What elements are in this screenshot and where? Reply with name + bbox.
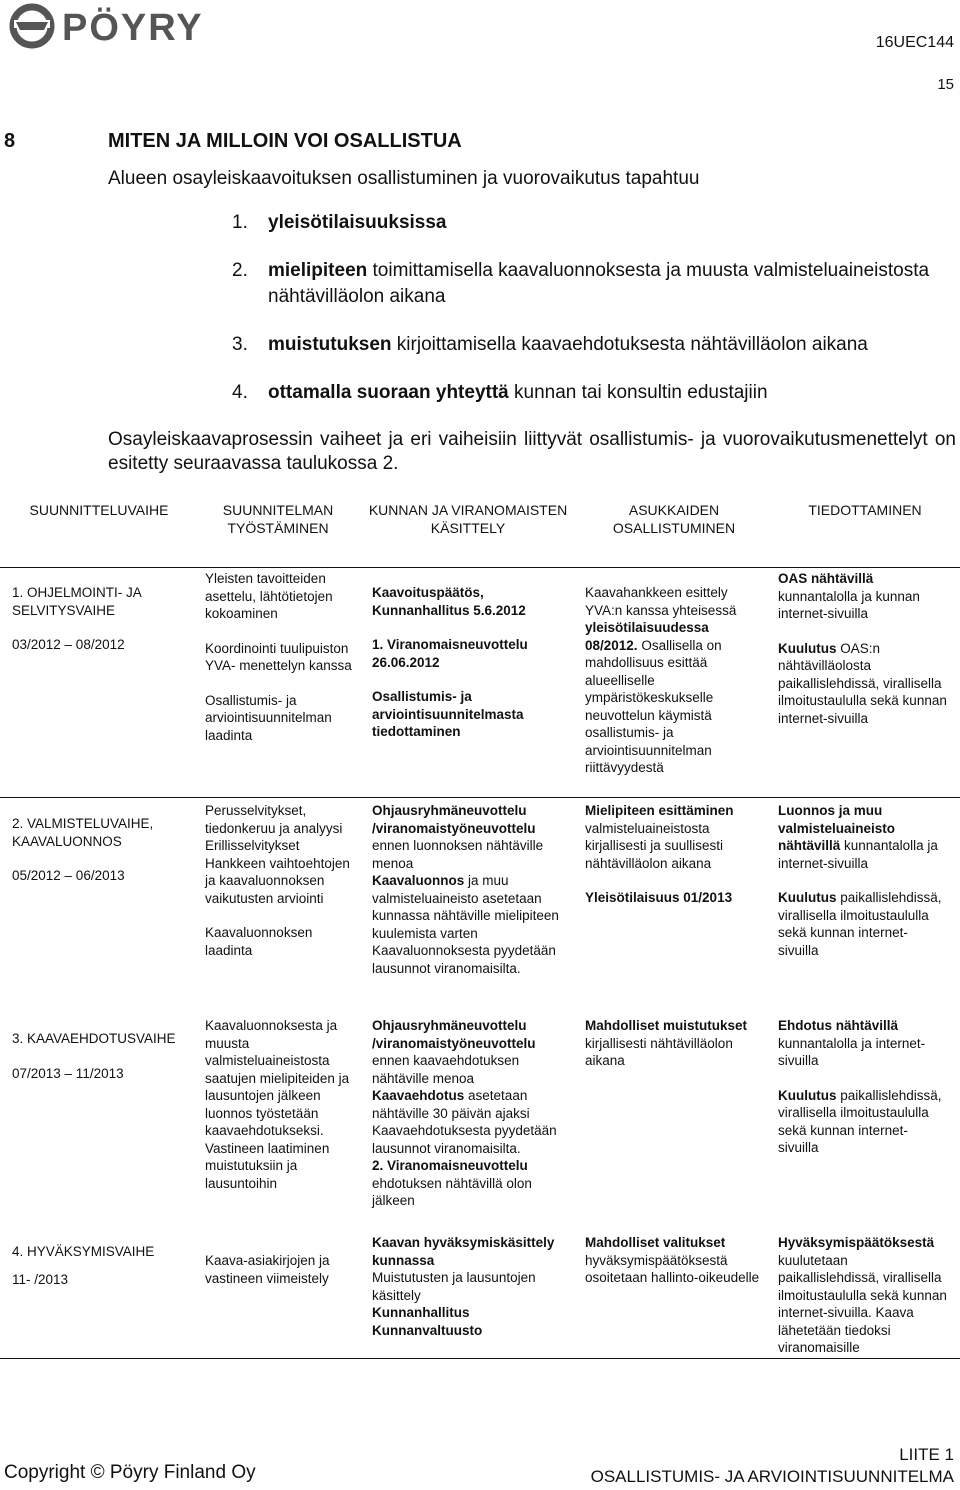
info-bold: Kuulutus — [778, 1087, 837, 1103]
row4-phase-cell — [12, 1243, 192, 1288]
phase-dates: 11- /2013 — [12, 1271, 69, 1287]
list-item — [226, 258, 956, 310]
row4-information-cell — [778, 1234, 948, 1357]
header-information: TIEDOTTAMINEN — [808, 502, 922, 518]
participation-list — [226, 210, 956, 428]
resident-text: kirjallisesti nähtävilläolon aikana — [585, 1035, 733, 1068]
header-phase: SUUNNITTELUVAIHE — [29, 502, 169, 518]
authority-bold: Ohjausryhmäneuvottelu /viranomaistyöneuvottelu — [372, 1018, 536, 1051]
header-residents: ASUKKAIDEN OSALLISTUMINEN — [612, 502, 736, 536]
resident-text: Kaavahankkeen esittely YVA:n kanssa yhteisessä — [585, 585, 737, 618]
row1-work-cell — [205, 570, 355, 744]
logo-mark-icon — [13, 7, 51, 45]
row3-information-cell — [778, 1017, 948, 1157]
info-text: kunnantalolla ja internet-sivuilla — [778, 838, 938, 871]
resident-text: Osallisella on mahdollisuus esittää alueelliselle ympäristökeskukselle neuvottelun käymistä osallistumis- ja arviointisuunnitelman riittävyydestä — [585, 637, 722, 775]
footer-appendix — [591, 1444, 954, 1488]
info-bold: Luonnos ja muu valmisteluaineisto nähtävillä — [778, 803, 896, 853]
list-number: 2. — [232, 260, 248, 281]
info-bold: Ehdotus nähtävillä — [778, 1018, 899, 1033]
work-text: Perusselvitykset, tiedonkeruu ja analyysi Erillisselvitykset Hankkeen vaihtoehtojen ja kaavaluonnoksen vaikutusten arviointi — [205, 803, 350, 906]
authority-text: ennen kaavaehdotuksen nähtäville menoa — [372, 1053, 520, 1086]
list-item-bold: mielipiteen — [268, 260, 368, 281]
table-bottom-line — [0, 1358, 960, 1359]
phase-title: 3. KAAVAEHDOTUSVAIHE — [12, 1031, 176, 1046]
resident-text: hyväksymispäätöksestä osoitetaan hallinto-oikeudelle — [585, 1252, 760, 1285]
row3-phase-cell — [12, 1030, 192, 1082]
row4-authorities-cell — [372, 1234, 568, 1339]
document-id: 16UEC144 — [875, 34, 954, 51]
info-bold: Hyväksymispäätöksestä — [778, 1235, 935, 1250]
list-item-bold: muistutuksen — [268, 334, 392, 355]
authority-bold: Kaavan hyväksymiskäsittely kunnassa — [372, 1235, 555, 1268]
work-text: Kaavaluonnoksesta ja muusta valmisteluaineistosta saatujen mielipiteiden ja lausuntojen jälkeen luonnos työstetään kaavaehdotukseksi. Vastineen laatiminen muistutuksiin ja lausuntoihin — [205, 1018, 350, 1191]
section-number: 8 — [4, 130, 16, 152]
page-number: 15 — [937, 76, 954, 93]
row1-authorities-cell — [372, 584, 568, 741]
header-work: SUUNNITELMAN TYÖSTÄMINEN — [222, 502, 334, 536]
info-text: paikallislehdissä, virallisella ilmoitustaululla sekä kunnan internet-sivuilla — [778, 1087, 942, 1155]
phase-dates: 07/2013 – 11/2013 — [12, 1065, 124, 1081]
list-item-bold: yleisötilaisuuksissa — [268, 212, 447, 233]
phase-title: 1. OHJELMOINTI- JA SELVITYSVAIHE — [12, 585, 142, 618]
row2-work-cell — [205, 802, 355, 959]
list-number: 3. — [232, 334, 248, 355]
resident-text: valmisteluaineistosta kirjallisesti ja suullisesti nähtävilläolon aikana — [585, 820, 724, 871]
list-item-text: kirjoittamisella kaavaehdotuksesta nähtävilläolon aikana — [391, 334, 868, 355]
authority-bold: Kaavaluonnos — [372, 873, 465, 888]
work-text: Osallistumis- ja arviointisuunnitelman laadinta — [205, 692, 332, 743]
footer-copyright: Copyright © Pöyry Finland Oy — [4, 1462, 256, 1483]
authority-text: ennen luonnoksen nähtäville menoa — [372, 838, 544, 871]
info-text: kuulutetaan paikallislehdissä, virallisella ilmoitustaululla sekä kunnan internet-sivuilla. Kaava lähetetään tiedoksi viranomaisille — [778, 1252, 947, 1355]
table-intro-paragraph: Osayleiskaavaprosessin vaiheet ja eri vaiheisiin liittyvät osallistumis- ja vuorovaikutusmenettelyt on esitetty seuraavassa taulukossa 2. — [108, 429, 956, 474]
list-item — [226, 210, 956, 236]
authority-bold: 2. Viranomaisneuvottelu — [372, 1158, 528, 1173]
row2-information-cell — [778, 802, 948, 959]
resident-bold: Mielipiteen esittäminen — [585, 803, 734, 818]
row4-residents-cell — [585, 1234, 763, 1287]
work-text: Yleisten tavoitteiden asettelu, lähtötietojen kokoaminen — [205, 571, 333, 621]
row3-authorities-cell — [372, 1017, 568, 1210]
info-bold: Kuulutus — [778, 890, 837, 905]
authority-text: ja muu valmisteluaineisto asetetaan kunnassa nähtäville mielipiteen kuulemista varten — [372, 873, 559, 941]
row3-residents-cell — [585, 1017, 763, 1070]
info-text: paikallislehdissä, virallisella ilmoitustaululla sekä kunnan internet-sivuilla — [778, 890, 942, 958]
list-item — [226, 332, 956, 358]
phase-title: 4. HYVÄKSYMISVAIHE — [12, 1244, 155, 1259]
list-item-bold: ottamalla suoraan yhteyttä — [268, 382, 509, 403]
authority-text: asetetaan nähtäville 30 päivän ajaksi — [372, 1088, 530, 1121]
work-text: Kaava-asiakirjojen ja vastineen viimeistely — [205, 1253, 330, 1286]
row2-residents-cell — [585, 802, 763, 907]
authority-text: Osallistumis- ja arviointisuunnitelmasta tiedottaminen — [372, 689, 524, 739]
row1-residents-cell — [585, 584, 763, 777]
table-divider — [0, 567, 960, 568]
info-text: OAS:n nähtävilläolosta paikallislehdissä, virallisella ilmoitustaululla sekä kunnan internet-sivuilla — [778, 640, 947, 726]
poyry-logo — [4, 2, 264, 52]
list-item-text: kunnan tai konsultin edustajiin — [508, 382, 768, 403]
resident-bold: Mahdolliset valitukset — [585, 1235, 726, 1250]
authority-text: Kaavaluonnoksesta pyydetään lausunnot viranomaisilta. — [372, 943, 556, 976]
list-item — [226, 380, 956, 406]
row3-work-cell — [205, 1017, 355, 1192]
authority-text: Muistutusten ja lausuntojen käsittely — [372, 1270, 536, 1303]
logo-wordmark: PÖYRY — [62, 7, 204, 49]
info-bold: Kuulutus — [778, 640, 837, 656]
authority-text: Kaavaehdotuksesta pyydetään lausunnot viranomaisilta. — [372, 1123, 557, 1156]
resident-text-bold: yleisötilaisuudessa 08/2012. — [585, 620, 709, 653]
info-text: kunnantalolla ja internet-sivuilla — [778, 1035, 926, 1068]
header-authorities: KUNNAN JA VIRANOMAISTEN KÄSITTELY — [368, 502, 568, 536]
appendix-title: OSALLISTUMIS- JA ARVIOINTISUUNNITELMA — [590, 1467, 954, 1486]
info-bold: OAS nähtävillä — [778, 571, 874, 586]
row1-phase-cell — [12, 584, 192, 654]
row1-information-cell — [778, 570, 948, 727]
section-intro: Alueen osayleiskaavoituksen osallistuminen ja vuorovaikutus tapahtuu — [108, 168, 700, 189]
section-title: MITEN JA MILLOIN VOI OSALLISTUA — [108, 130, 462, 152]
authority-bold: Ohjausryhmäneuvottelu /viranomaistyöneuvottelu — [372, 803, 536, 836]
list-item-text: toimittamisella kaavaluonnoksesta ja muusta valmisteluaineistosta nähtävilläolon aikana — [268, 260, 930, 307]
row2-authorities-cell — [372, 802, 568, 977]
work-text: Koordinointi tuulipuiston YVA- menettelyn kanssa — [205, 640, 352, 673]
authority-bold: Kunnanhallitus Kunnanvaltuusto — [372, 1305, 483, 1338]
table-divider — [0, 797, 960, 798]
authority-text: ehdotuksen nähtävillä olon jälkeen — [372, 1175, 532, 1208]
authority-bold: Kaavaehdotus — [372, 1088, 465, 1103]
phase-title: 2. VALMISTELUVAIHE, KAAVALUONNOS — [12, 816, 154, 849]
list-number: 1. — [232, 212, 248, 233]
list-number: 4. — [232, 382, 248, 403]
info-text: kunnantalolla ja kunnan internet-sivuilla — [778, 588, 920, 621]
row2-phase-cell — [12, 815, 192, 885]
authority-text: Kaavoituspäätös, Kunnanhallitus 5.6.2012 — [372, 585, 526, 618]
phase-dates: 03/2012 – 08/2012 — [12, 637, 125, 652]
resident-bold: Mahdolliset muistutukset — [585, 1018, 748, 1033]
authority-text: 1. Viranomaisneuvottelu 26.06.2012 — [372, 637, 528, 670]
appendix-label: LIITE 1 — [899, 1445, 954, 1464]
resident-bold: Yleisötilaisuus 01/2013 — [585, 890, 733, 905]
phase-dates: 05/2012 – 06/2013 — [12, 868, 125, 883]
work-text: Kaavaluonnoksen laadinta — [205, 925, 313, 958]
row4-work-cell — [205, 1252, 355, 1287]
